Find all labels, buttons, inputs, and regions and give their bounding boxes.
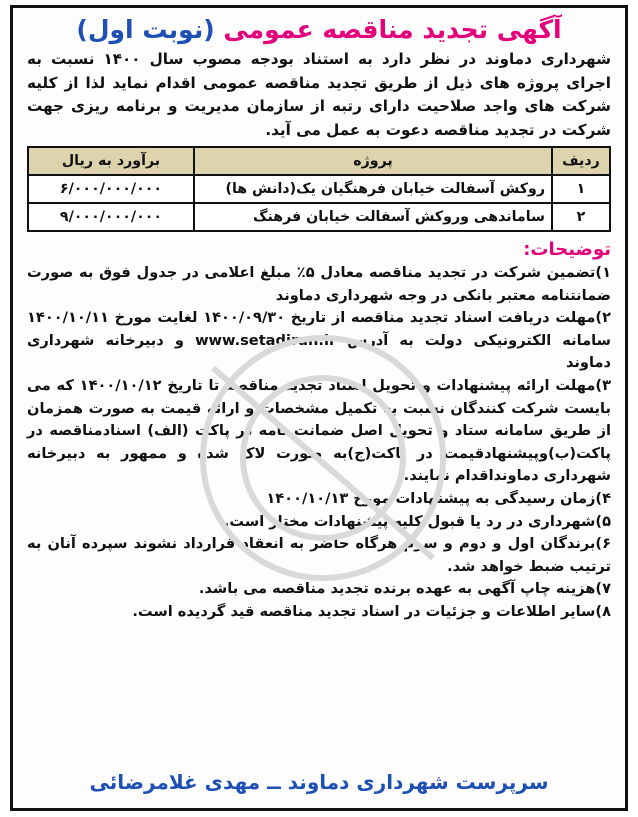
projects-table [27,146,611,232]
note-item: ۱)تضمین شرکت در تجدید مناقصه معادل ۵٪ مبلغ اعلامی در جدول فوق به صورت ضمانتنامه معتبر بانکی در وجه شهرداری دماوند [27,264,611,304]
note-item: ۲)مهلت دریافت اسناد تجدید مناقصه از تاریخ ۱۴۰۰/۰۹/۳۰ لغایت مورخ ۱۴۰۰/۱۰/۱۱ سامانه الکترونیکی دولت به آدرس www.setadiran.ir و دبیرخانه شهرداری دماوند [27,309,611,372]
header-amount: برآورد به ریال [28,147,194,175]
header-project: پروژه [194,147,552,175]
row-index: ۲ [552,203,610,231]
row-index: ۱ [552,175,610,203]
notes-list [27,262,611,624]
note-item: ۷)هزینه چاپ آگهی به عهده برنده تجدید مناقصه می باشد. [198,580,611,598]
table-row [28,203,610,231]
note-item: ۶)برندگان اول و دوم و سوم هرگاه حاضر به انعقاد قرارداد نشوند سپرده آنان به ترتیب ضبط خواهد شد. [27,535,611,575]
row-project: ساماندهی وروکش آسفالت خیابان فرهنگ [194,203,552,231]
note-item: ۴)زمان رسیدگی به پیشنهادات مورخ ۱۴۰۰/۱۰/۱۳ [266,489,611,507]
signature-footer: سرپرست شهرداری دماوند ــ مهدی غلامرضائی [89,770,549,794]
page-title [27,14,611,46]
row-amount: ۶/۰۰۰/۰۰۰/۰۰۰ [28,175,194,203]
ad-frame [10,5,628,811]
table-row [28,175,610,203]
notes-heading: توضیحات: [523,239,611,260]
intro-paragraph: شهرداری دماوند در نظر دارد به استناد بودجه مصوب سال ۱۴۰۰ نسبت به اجرای پروژه های ذیل از طریق تجدید مناقصه عمومی اقدام نماید لذا از کلیه شرکت های واجد صلاحیت دارای رتبه از سازمان مدیریت و برنامه ریزی جهت شرکت در تجدید مناقصه دعوت به عمل می آید. [27,50,611,139]
note-item: ۵)شهرداری در رد یا قبول کلیه پیشنهادات مختار است. [223,512,611,530]
note-item: ۳)مهلت ارائه پیشنهادات و تحویل اسناد تجدید مناقصه تا تاریخ ۱۴۰۰/۱۰/۱۲ که می بایست شرکت کنندگان نسبت به تکمیل مشخصات و ارائه قیمت به صورت همزمان از طریق سامانه ستاد و تحویل اصل ضمانت نامه در پاکت (الف) اسنادمناقصه در پاکت(ب)وپیشنهادقیمت در پاکت(ج)به صورت لاک شده و ممهور به دبیرخانه شهرداری دماونداقدام نمایند. [27,376,611,485]
note-item: ۸)سایر اطلاعات و جزئیات در اسناد تجدید مناقصه قید گردیده است. [132,602,611,620]
title-sub: (نوبت اول) [76,15,215,44]
header-index: ردیف [552,147,610,175]
row-project: روکش آسفالت خیابان فرهنگیان یک(دانش ها) [194,175,552,203]
title-main: آگهی تجدید مناقصه عمومی [223,15,562,44]
table-header-row [28,147,610,175]
row-amount: ۹/۰۰۰/۰۰۰/۰۰۰ [28,203,194,231]
